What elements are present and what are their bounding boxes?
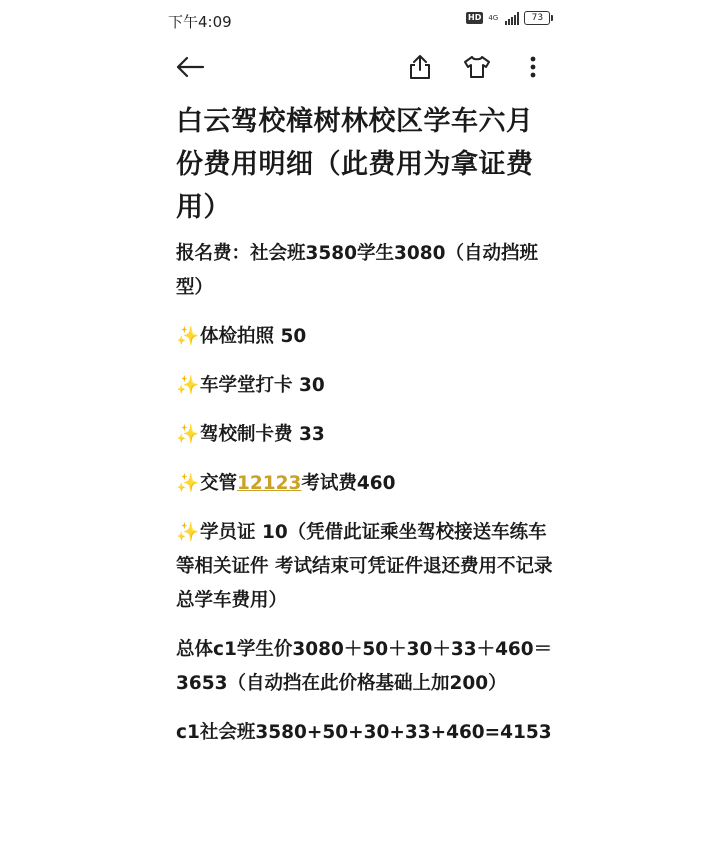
article-content [176,100,556,765]
network-type-label: 4G [488,13,499,22]
fee-item-health-check [176,320,556,354]
sparkle-icon: ✨ [176,424,200,445]
battery-level: 73 [531,13,544,23]
battery-icon [524,11,550,25]
back-button[interactable] [173,50,207,84]
status-icons [466,11,550,25]
registration-fee: 报名费：社会班3580学生3080（自动挡班型） [176,243,538,298]
fee-item-label: 驾校制卡费 33 [200,424,325,445]
share-button[interactable] [403,50,437,84]
exam-suffix: 考试费460 [301,473,396,494]
signal-icon [505,12,519,25]
student-card-text: 学员证 10（凭借此证乘坐驾校接送车练车等相关证件 考试结束可凭证件退还费用不记录总学车费用） [176,522,553,611]
sparkle-icon: ✨ [176,326,200,347]
fee-item-clock-in [176,369,556,403]
status-bar [0,0,720,40]
fee-item-label: 体检拍照 50 [200,326,307,347]
fee-item-exam [176,467,556,501]
total-student-price: 总体c1学生价3080＋50＋30＋33＋460＝3653（自动挡在此价格基础上加200） [176,639,553,694]
share-icon [408,54,432,80]
exam-prefix: 交管 [200,473,238,494]
shirt-icon [463,55,491,79]
exam-12123-link[interactable]: 12123 [237,473,302,494]
fee-item-label: 车学堂打卡 30 [200,375,325,396]
total-social-price: c1社会班3580+50+30+33+460=4153 [176,722,552,743]
sparkle-icon: ✨ [176,473,200,494]
fee-item-student-card [176,516,556,618]
fee-item-card [176,418,556,452]
status-time: 下午4:09 [168,13,232,31]
more-vertical-icon [529,55,537,79]
shirt-button[interactable] [460,50,494,84]
back-arrow-icon [175,56,205,78]
sparkle-icon: ✨ [176,375,200,396]
sparkle-icon: ✨ [176,522,200,543]
article-title: 白云驾校樟树林校区学车六月份费用明细（此费用为拿证费用） [176,106,534,223]
more-button[interactable] [516,50,550,84]
top-toolbar [0,44,720,90]
hd-badge-icon: HD [468,13,482,22]
